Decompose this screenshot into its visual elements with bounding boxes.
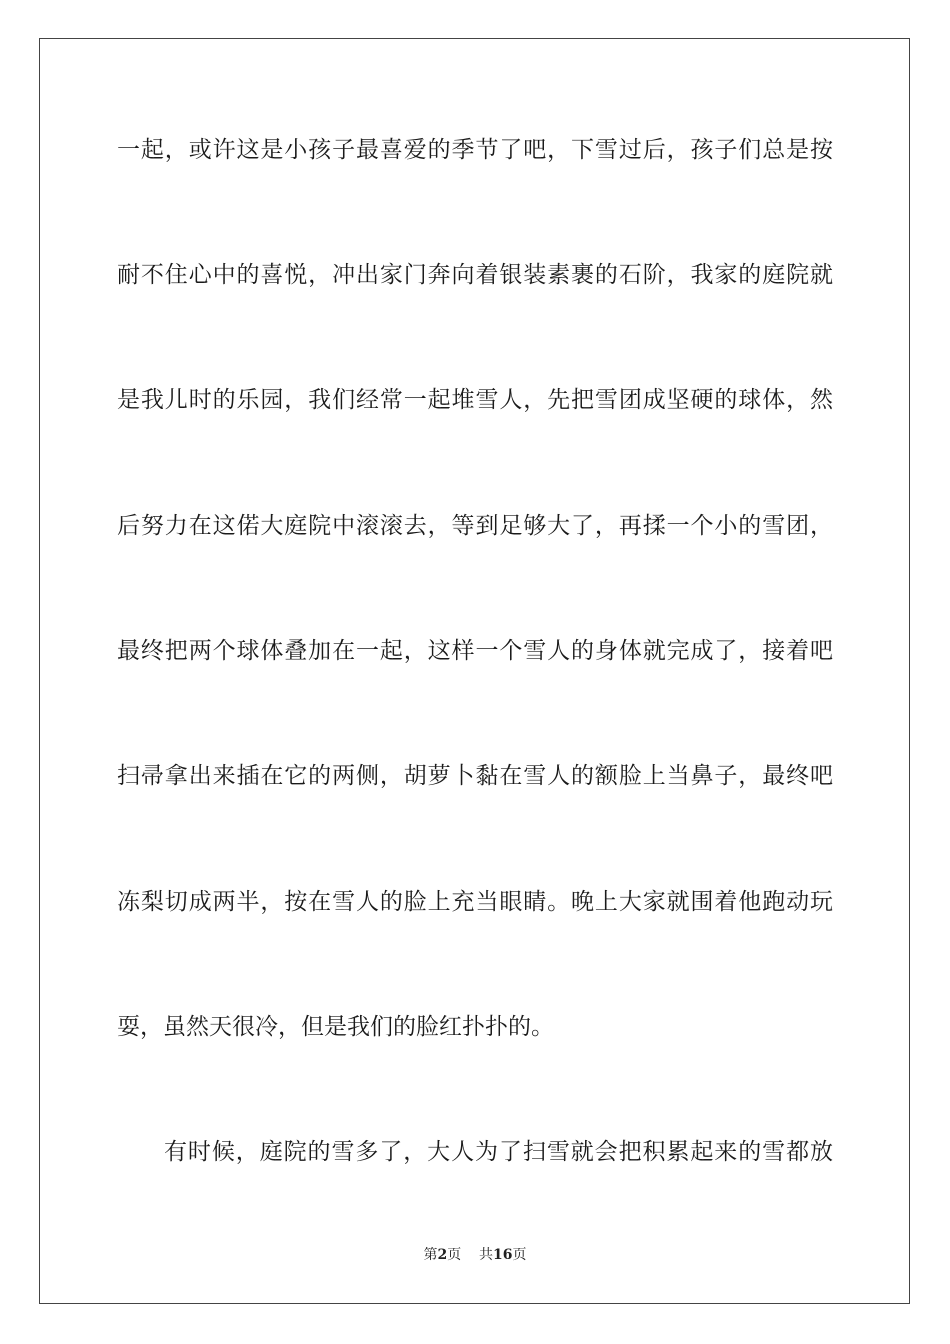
footer-total-pages: 16 xyxy=(493,1247,513,1263)
body-line-4: 后努力在这偌大庭院中滚滚去，等到足够大了，再揉一个小的雪团， xyxy=(117,513,833,539)
body-line-8: 耍，虽然天很冷，但是我们的脸红扑扑的。 xyxy=(117,1014,554,1040)
body-line-2: 耐不住心中的喜悦，冲出家门奔向着银装素裹的石阶，我家的庭院就 xyxy=(117,262,833,288)
footer-total-suffix: 页 xyxy=(512,1247,527,1263)
footer-total-prefix: 共 xyxy=(479,1247,494,1263)
footer-page-suffix: 页 xyxy=(447,1247,462,1263)
body-line-7: 冻梨切成两半，按在雪人的脸上充当眼睛。晚上大家就围着他跑动玩 xyxy=(117,889,833,915)
body-line-9: 有时候，庭院的雪多了，大人为了扫雪就会把积累起来的雪都放 xyxy=(164,1139,833,1165)
page-footer xyxy=(0,1245,950,1265)
body-line-3: 是我儿时的乐园，我们经常一起堆雪人，先把雪团成坚硬的球体，然 xyxy=(117,387,833,413)
page-border xyxy=(39,38,910,1304)
footer-page-number: 2 xyxy=(437,1247,448,1263)
body-line-5: 最终把两个球体叠加在一起，这样一个雪人的身体就完成了，接着吧 xyxy=(117,638,833,664)
body-line-1: 一起，或许这是小孩子最喜爱的季节了吧，下雪过后，孩子们总是按 xyxy=(117,137,833,163)
body-line-6: 扫帚拿出来插在它的两侧，胡萝卜黏在雪人的额脸上当鼻子，最终吧 xyxy=(117,763,833,789)
footer-page-prefix: 第 xyxy=(423,1247,438,1263)
